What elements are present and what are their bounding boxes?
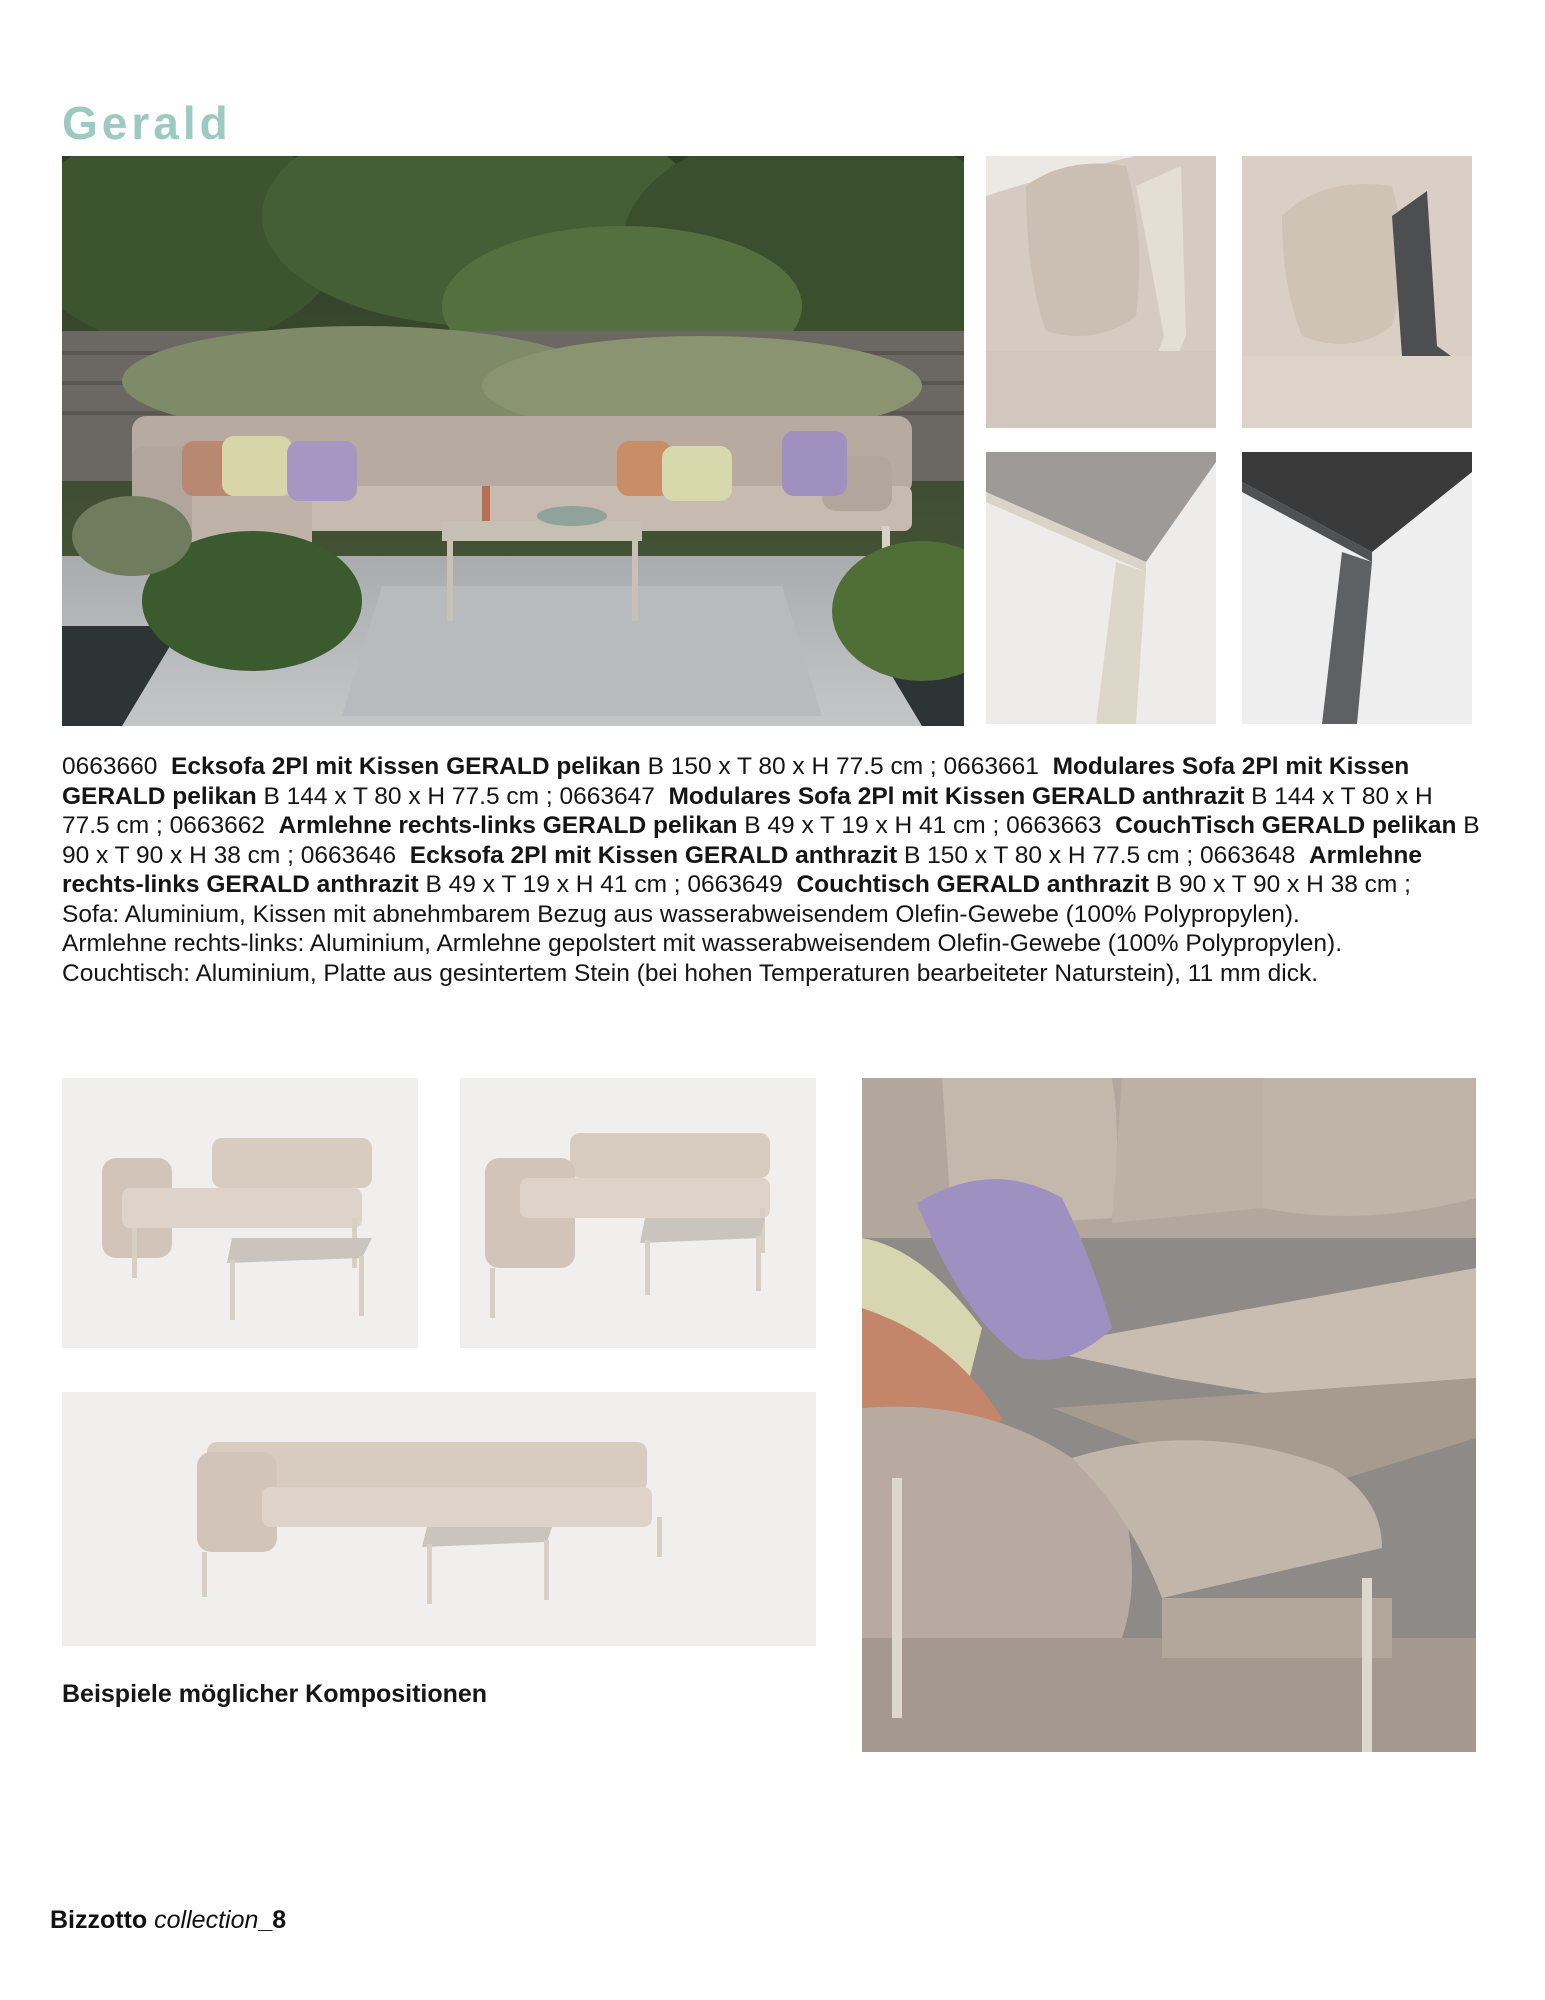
product-code: 0663648 — [1199, 841, 1296, 869]
closeup-photo — [862, 1078, 1476, 1752]
product-code: 0663661 — [943, 753, 1039, 780]
product-name: Modulares Sofa 2Pl mit Kissen GERALD anthrazit — [668, 782, 1245, 810]
product-dims: B 144 x T 80 x H 77.5 cm ; — [263, 782, 553, 810]
composition-photo-3 — [62, 1392, 816, 1646]
page-title: Gerald — [62, 97, 232, 149]
product-dims: B 49 x T 19 x H 41 cm ; — [425, 871, 681, 898]
product-dims: B 49 x T 19 x H 41 cm ; — [744, 812, 1000, 839]
product-list — [62, 752, 1482, 900]
product-code: 0663646 — [300, 841, 397, 869]
material-table: Couchtisch: Aluminium, Platte aus gesintertem Stein (bei hohen Temperaturen bearbeiteter Naturstein), 11 mm dick. — [62, 959, 1319, 987]
composition-photo-2 — [460, 1078, 816, 1348]
product-code: 0663647 — [559, 782, 655, 810]
product-dims: B 90 x T 90 x H 38 cm ; — [1155, 871, 1411, 898]
footer — [50, 1906, 286, 1935]
composition-photo-1 — [62, 1078, 418, 1348]
product-dims: B 90 x T 90 x H 38 cm ; — [62, 812, 1480, 869]
product-code: 0663649 — [687, 871, 783, 898]
footer-collection: collection — [154, 1906, 259, 1934]
footer-brand: Bizzotto — [50, 1906, 148, 1934]
compositions-caption: Beispiele möglicher Kompositionen — [62, 1680, 488, 1708]
page-number: _8 — [258, 1906, 287, 1934]
product-code: 0663660 — [62, 753, 158, 780]
product-name: Armlehne rechts-links GERALD anthrazit — [62, 841, 1422, 898]
detail-photo-table-light — [986, 452, 1216, 724]
product-name: Modulares Sofa 2Pl mit Kissen GERALD pelikan — [62, 753, 1410, 810]
product-dims: B 144 x T 80 x H 77.5 cm ; — [62, 782, 1433, 839]
material-armrest: Armlehne rechts-links: Aluminium, Armlehne gepolstert mit wasserabweisendem Olefin-Gewebe (100% Polypropylen). — [62, 930, 1343, 957]
product-name: Armlehne rechts-links GERALD pelikan — [278, 812, 738, 839]
detail-photo-armrest-light — [986, 156, 1216, 428]
hero-photo — [62, 156, 964, 726]
product-name: Ecksofa 2Pl mit Kissen GERALD pelikan — [171, 753, 641, 780]
product-description — [62, 752, 1482, 988]
product-code: 0663662 — [169, 812, 265, 839]
material-sofa: Sofa: Aluminium, Kissen mit abnehmbarem Bezug aus wasserabweisendem Olefin-Gewebe (100% Polypropylen). — [62, 900, 1300, 928]
product-code: 0663663 — [1006, 812, 1102, 839]
product-name: CouchTisch GERALD pelikan — [1115, 812, 1457, 839]
product-name: Ecksofa 2Pl mit Kissen GERALD anthrazit — [409, 841, 898, 869]
detail-photo-table-dark — [1242, 452, 1472, 724]
product-dims: B 150 x T 80 x H 77.5 cm ; — [647, 753, 937, 780]
product-dims: B 150 x T 80 x H 77.5 cm ; — [904, 841, 1194, 869]
detail-photo-armrest-dark — [1242, 156, 1472, 428]
product-name: Couchtisch GERALD anthrazit — [796, 871, 1149, 898]
